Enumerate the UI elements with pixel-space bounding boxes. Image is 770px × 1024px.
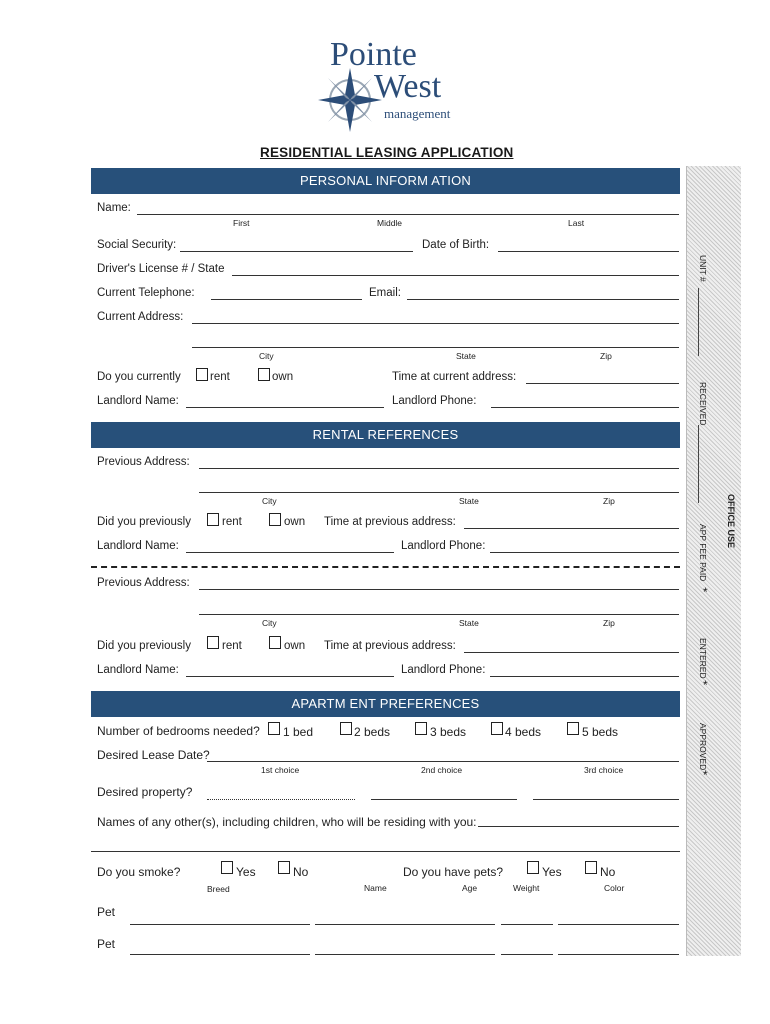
logo-text-west: West: [374, 68, 442, 105]
time-prev-label-1: Time at previous address:: [324, 516, 456, 528]
current-state-caption: State: [456, 351, 476, 361]
bedrooms-label: Number of bedrooms needed?: [97, 724, 260, 738]
name-field[interactable]: [137, 214, 679, 215]
other-occupants-field[interactable]: [478, 826, 679, 827]
property-choice-3-field[interactable]: [533, 799, 679, 800]
personal-info-header: PERSONAL INFORM ATION: [91, 168, 680, 194]
property-choice-2-field[interactable]: [371, 799, 517, 800]
prev-landlord-phone-label-1: Landlord Phone:: [401, 540, 486, 552]
pets-yes-label: Yes: [542, 865, 562, 879]
property-choice-1-field[interactable]: [207, 799, 355, 800]
lease-choice-1-caption: 1st choice: [261, 765, 300, 775]
drivers-license-label: Driver's License # / State: [97, 263, 225, 275]
name-middle-caption: Middle: [377, 218, 403, 228]
pets-no-label: No: [600, 865, 616, 879]
prev-state-caption-2: State: [459, 618, 479, 628]
prev-address-field-1[interactable]: [199, 468, 679, 469]
smoke-no-checkbox[interactable]: [278, 861, 290, 874]
company-logo: [316, 36, 466, 136]
dob-label: Date of Birth:: [422, 239, 490, 251]
pet-1-age-field[interactable]: [501, 924, 553, 925]
office-unit-label: UNIT #: [698, 255, 708, 282]
bed-3-checkbox[interactable]: [415, 722, 427, 735]
smoke-yes-checkbox[interactable]: [221, 861, 233, 874]
prev-zip-caption-2: Zip: [603, 618, 615, 628]
name-last-caption: Last: [568, 218, 585, 228]
do-you-currently-label: Do you currently: [97, 371, 181, 383]
current-address-field-2[interactable]: [192, 347, 679, 348]
office-use-title: OFFICE USE: [726, 494, 736, 549]
smoke-no-label: No: [293, 865, 309, 879]
pets-no-checkbox[interactable]: [585, 861, 597, 874]
prev-state-caption-1: State: [459, 496, 479, 506]
landlord-phone-field[interactable]: [491, 407, 679, 408]
dob-field[interactable]: [498, 251, 679, 252]
landlord-phone-label: Landlord Phone:: [392, 395, 477, 407]
bed-5-label: 5 beds: [582, 725, 619, 739]
prev-own-label-1: own: [284, 516, 306, 528]
time-prev-field-2[interactable]: [464, 652, 679, 653]
logo-text-management: management: [384, 106, 451, 121]
smoke-yes-label: Yes: [236, 865, 256, 879]
pet-color-caption: Color: [604, 883, 625, 893]
prev-landlord-name-field-2[interactable]: [186, 676, 394, 677]
prev-own-checkbox-1[interactable]: [269, 513, 281, 526]
other-occupants-label: Names of any other(s), including children, who will be residing with you:: [97, 815, 477, 829]
bed-2-label: 2 beds: [354, 725, 391, 739]
rental-references-header: RENTAL REFERENCES: [91, 422, 680, 448]
lease-date-field[interactable]: [207, 761, 679, 762]
bed-4-checkbox[interactable]: [491, 722, 503, 735]
prev-rent-checkbox-2[interactable]: [207, 636, 219, 649]
office-app-fee-star: *: [703, 585, 708, 599]
apartment-preferences-header: APARTM ENT PREFERENCES: [91, 691, 680, 717]
pet-2-weight-field[interactable]: [558, 954, 679, 955]
prev-address-field-2[interactable]: [199, 589, 679, 590]
current-own-label: own: [272, 371, 294, 383]
office-approved-label: APPROVED: [698, 723, 708, 771]
prev-city-caption-2: City: [262, 618, 277, 628]
office-entered-label: ENTERED: [698, 638, 708, 679]
prev-rent-label-2: rent: [222, 640, 242, 652]
bed-3-label: 3 beds: [430, 725, 467, 739]
current-address-field[interactable]: [192, 323, 679, 324]
prev-landlord-phone-field-1[interactable]: [490, 552, 679, 553]
email-field[interactable]: [407, 299, 679, 300]
ssn-label: Social Security:: [97, 239, 177, 251]
office-received-line: [698, 425, 699, 503]
prev-own-checkbox-2[interactable]: [269, 636, 281, 649]
time-current-field[interactable]: [526, 383, 679, 384]
office-entered-star: *: [703, 678, 708, 692]
bed-2-checkbox[interactable]: [340, 722, 352, 735]
prev-landlord-name-label-1: Landlord Name:: [97, 540, 179, 552]
office-use-panel: [686, 166, 741, 956]
office-received-label: RECEIVED: [698, 382, 708, 426]
other-occupants-field-2[interactable]: [91, 851, 680, 852]
prev-rent-label-1: rent: [222, 516, 242, 528]
pets-label: Do you have pets?: [403, 865, 504, 879]
bed-4-label: 4 beds: [505, 725, 542, 739]
email-label: Email:: [369, 287, 401, 299]
did-you-previously-label-2: Did you previously: [97, 640, 191, 652]
prev-landlord-name-field-1[interactable]: [186, 552, 394, 553]
pet-name-caption: Name: [364, 883, 387, 893]
page-title: RESIDENTIAL LEASING APPLICATION: [260, 145, 514, 160]
current-zip-caption: Zip: [600, 351, 612, 361]
landlord-name-label: Landlord Name:: [97, 395, 179, 407]
prev-address-field-2b[interactable]: [199, 614, 679, 615]
time-prev-field-1[interactable]: [464, 528, 679, 529]
prev-landlord-phone-label-2: Landlord Phone:: [401, 664, 486, 676]
time-current-label: Time at current address:: [392, 371, 517, 383]
ssn-field[interactable]: [180, 251, 413, 252]
bed-1-label: 1 bed: [283, 725, 314, 739]
prev-address-field-1b[interactable]: [199, 492, 679, 493]
telephone-label: Current Telephone:: [97, 287, 195, 299]
did-you-previously-label-1: Did you previously: [97, 516, 191, 528]
current-address-label: Current Address:: [97, 311, 184, 323]
pet-2-breed-field[interactable]: [130, 954, 310, 955]
pet-breed-caption: Breed: [207, 884, 230, 894]
current-rent-label: rent: [210, 371, 230, 383]
name-first-caption: First: [233, 218, 250, 228]
pets-yes-checkbox[interactable]: [527, 861, 539, 874]
office-approved-star: *: [703, 768, 708, 782]
desired-property-label: Desired property?: [97, 785, 193, 799]
drivers-license-field[interactable]: [232, 275, 679, 276]
pet-age-caption: Age: [462, 883, 478, 893]
reference-divider: [91, 566, 680, 568]
lease-choice-3-caption: 3rd choice: [584, 765, 624, 775]
current-own-checkbox[interactable]: [258, 368, 270, 381]
pet-2-label: Pet: [97, 937, 116, 951]
pet-1-weight-field[interactable]: [558, 924, 679, 925]
pet-2-name-field[interactable]: [315, 954, 495, 955]
bed-1-checkbox[interactable]: [268, 722, 280, 735]
pet-weight-caption: Weight: [513, 883, 540, 893]
logo-text-pointe: Pointe: [330, 36, 417, 73]
pet-2-age-field[interactable]: [501, 954, 553, 955]
pet-1-label: Pet: [97, 905, 116, 919]
prev-city-caption-1: City: [262, 496, 277, 506]
prev-own-label-2: own: [284, 640, 306, 652]
telephone-field[interactable]: [211, 299, 362, 300]
office-unit-line: [698, 288, 699, 356]
current-rent-checkbox[interactable]: [196, 368, 208, 381]
pet-1-breed-field[interactable]: [130, 924, 310, 925]
prev-zip-caption-1: Zip: [603, 496, 615, 506]
smoke-label: Do you smoke?: [97, 865, 181, 879]
bed-5-checkbox[interactable]: [567, 722, 579, 735]
landlord-name-field[interactable]: [186, 407, 384, 408]
lease-date-label: Desired Lease Date?: [97, 748, 210, 762]
current-city-caption: City: [259, 351, 274, 361]
office-app-fee-label: APP FEE PAID: [698, 524, 708, 582]
prev-landlord-phone-field-2[interactable]: [490, 676, 679, 677]
time-prev-label-2: Time at previous address:: [324, 640, 456, 652]
prev-landlord-name-label-2: Landlord Name:: [97, 664, 179, 676]
name-label: Name:: [97, 202, 131, 214]
prev-address-label-2: Previous Address:: [97, 577, 190, 589]
lease-choice-2-caption: 2nd choice: [421, 765, 463, 775]
prev-address-label-1: Previous Address:: [97, 456, 190, 468]
pet-1-name-field[interactable]: [315, 924, 495, 925]
prev-rent-checkbox-1[interactable]: [207, 513, 219, 526]
